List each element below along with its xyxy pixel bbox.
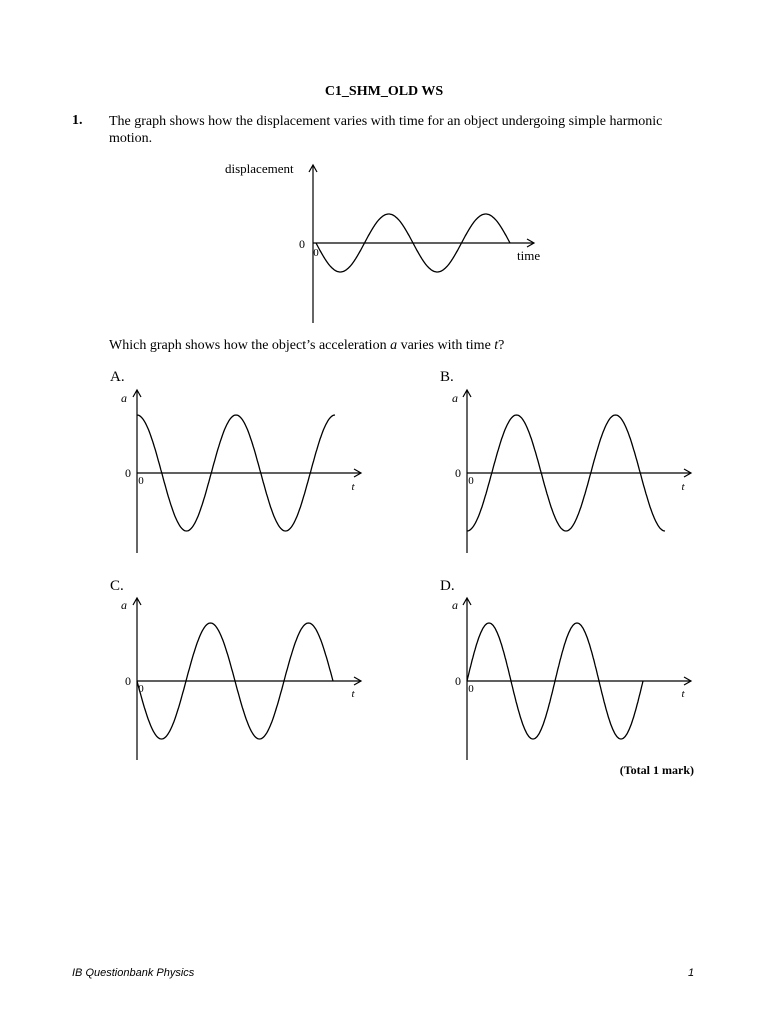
- x-axis-label: t: [681, 481, 685, 493]
- x-axis-label: t: [681, 688, 685, 700]
- question-number: 1.: [72, 113, 83, 128]
- x-axis-label: t: [351, 481, 355, 493]
- x-origin-label: 0: [313, 247, 319, 259]
- option-a-label: A.: [110, 369, 125, 385]
- x-origin-label: 0: [138, 683, 144, 695]
- x-origin-label: 0: [138, 475, 144, 487]
- y-origin-label: 0: [299, 237, 305, 251]
- option-d-label: D.: [440, 578, 455, 594]
- option-a-chart: [121, 390, 361, 553]
- question-text: The graph shows how the displacement varies with time for an object undergoing simple harmonic motion.: [109, 114, 663, 146]
- x-axis-label: t: [351, 688, 355, 700]
- y-axis-label: a: [121, 391, 127, 405]
- option-b-chart: [452, 390, 691, 553]
- y-origin-label: 0: [125, 466, 131, 480]
- y-origin-label: 0: [455, 466, 461, 480]
- option-b-label: B.: [440, 369, 454, 385]
- x-axis-label: time: [517, 248, 541, 263]
- footer-source: IB Questionbank Physics: [72, 967, 195, 979]
- y-origin-label: 0: [455, 674, 461, 688]
- y-axis-label: displacement: [225, 161, 294, 176]
- y-axis-label: a: [452, 598, 458, 612]
- x-origin-label: 0: [468, 475, 474, 487]
- page-number: 1: [688, 967, 695, 979]
- y-origin-label: 0: [125, 674, 131, 688]
- option-c-label: C.: [110, 578, 124, 594]
- option-d-chart: [452, 598, 691, 760]
- y-axis-label: a: [452, 391, 458, 405]
- total-mark: (Total 1 mark): [619, 763, 694, 777]
- page-title: C1_SHM_OLD WS: [324, 84, 444, 99]
- y-axis-label: a: [121, 598, 127, 612]
- x-origin-label: 0: [468, 683, 474, 695]
- displacement-chart: [225, 161, 540, 323]
- question-prompt: Which graph shows how the object’s acceleration a varies with time t?: [109, 338, 505, 353]
- option-c-chart: [121, 598, 361, 760]
